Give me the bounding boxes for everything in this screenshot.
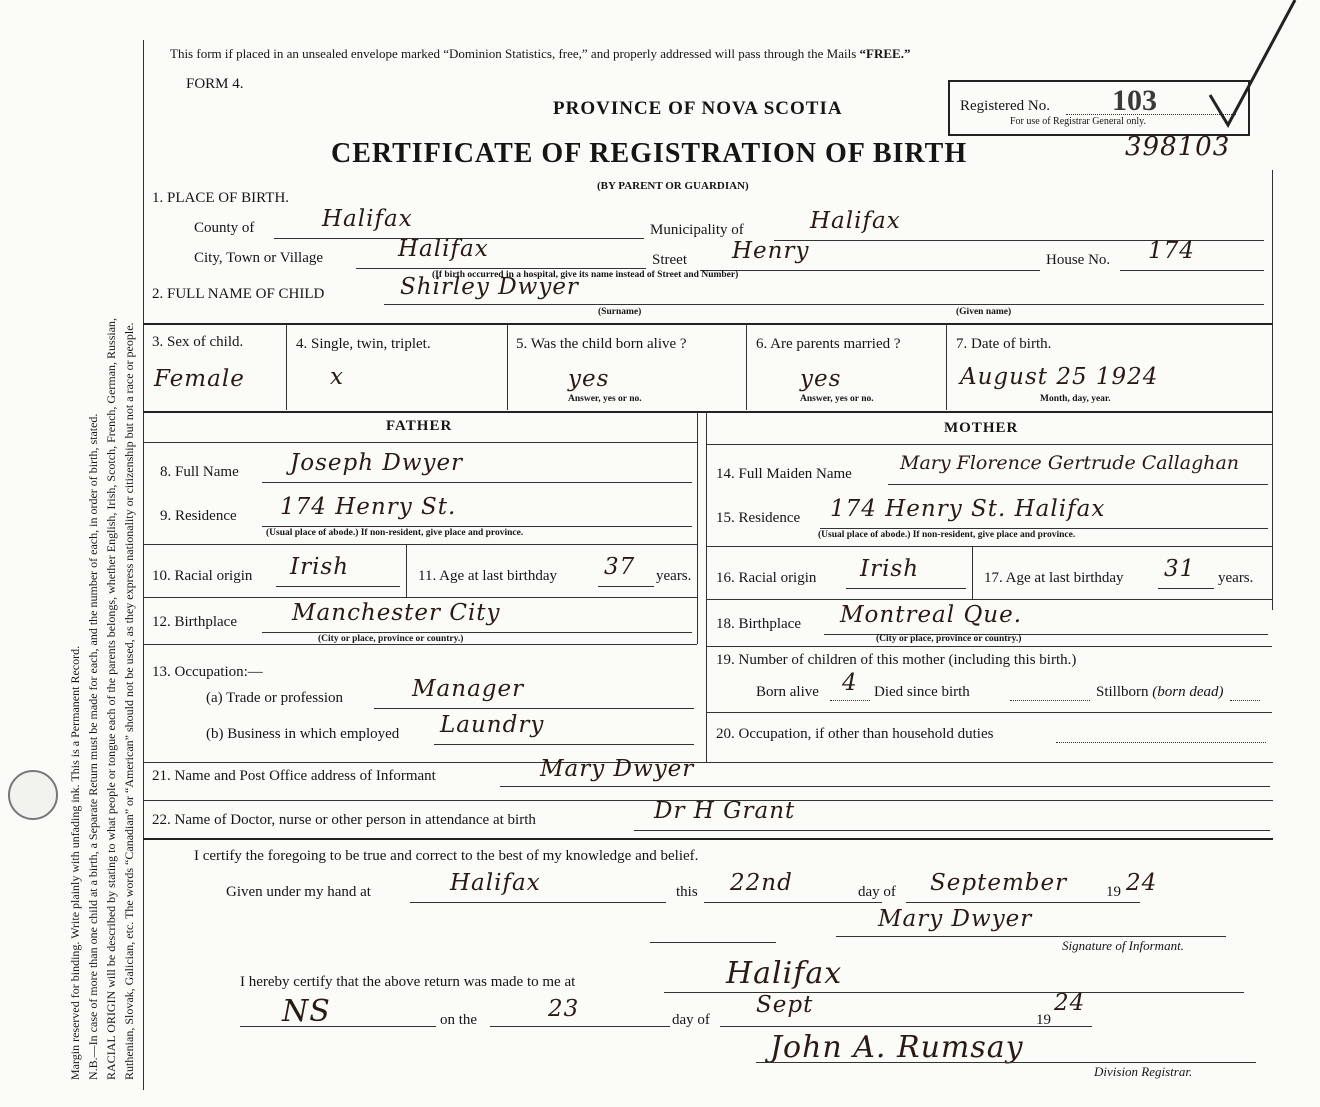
street-value: Henry [732, 238, 810, 264]
row3-divider-4 [946, 324, 947, 410]
registrar-place-value: Halifax [726, 956, 843, 991]
given-name-note: (Given name) [956, 307, 1012, 317]
registrar-day-line [490, 1026, 670, 1027]
row3-divider-3 [746, 324, 747, 410]
mother-name-label: 14. Full Maiden Name [716, 466, 852, 482]
given-month-value: September [930, 870, 1068, 896]
informant-line [500, 786, 1270, 787]
margin-note-racial-origin-cont: Ruthenian, Slovak, Galician, etc. The words “Canadian” or “American” should not be used, as they express nationality or citizenship but not a race or people. [122, 322, 136, 1080]
parents-center-divider-2 [706, 412, 707, 762]
date-of-birth-value: August 25 1924 [960, 364, 1159, 390]
father-birthplace-label: 12. Birthplace [152, 614, 237, 630]
father-business-label: (b) Business in which employed [206, 726, 400, 742]
child-name-value: Shirley Dwyer [400, 274, 579, 300]
divider-2 [143, 411, 1273, 413]
plurality-label: 4. Single, twin, triplet. [296, 336, 431, 352]
given-day-value: 22nd [730, 870, 793, 896]
form-left-border [143, 40, 144, 1090]
mother-died-label: Died since birth [874, 684, 970, 700]
father-residence-line [262, 526, 692, 527]
divider-5 [143, 838, 1273, 840]
father-age-label: 11. Age at last birthday [418, 568, 557, 584]
informant-signature: Mary Dwyer [878, 906, 1033, 932]
mother-section-line-4 [706, 712, 1272, 713]
given-day-line [704, 902, 882, 903]
father-name-value: Joseph Dwyer [290, 450, 464, 476]
mother-racial-label: 16. Racial origin [716, 570, 817, 586]
father-residence-value: 174 Henry St. [280, 494, 457, 520]
parents-married-value: yes [800, 366, 842, 392]
registrar-day-value: 23 [548, 996, 580, 1022]
surname-note: (Surname) [598, 307, 642, 317]
margin-note-racial-origin: RACIAL ORIGIN will be described by stating to what people or tongue each of the parents belongs, whether English, Irish, Scotch, French, German, Russian, [104, 317, 118, 1080]
father-header-line [143, 442, 697, 443]
father-header: FATHER [386, 418, 453, 434]
house-no-value: 174 [1148, 238, 1195, 264]
row3-divider-1 [286, 324, 287, 410]
mother-racial-line [846, 588, 966, 589]
informant-value: Mary Dwyer [540, 756, 695, 782]
mother-birthplace-label: 18. Birthplace [716, 616, 801, 632]
given-place-line [410, 902, 666, 903]
mother-section-line-2 [706, 599, 1272, 600]
registered-no-label: Registered No. [960, 98, 1050, 114]
mother-children-label: 19. Number of children of this mother (including this birth.) [716, 652, 1077, 668]
father-residence-label: 9. Residence [160, 508, 237, 524]
corner-check-mark [1200, 0, 1300, 130]
mother-born-alive-line [830, 700, 870, 701]
date-of-birth-label: 7. Date of birth. [956, 336, 1052, 352]
registered-no-handwritten: 398103 [1125, 132, 1231, 162]
mother-residence-value: 174 Henry St. Halifax [830, 496, 1106, 522]
municipality-value: Halifax [810, 208, 901, 234]
registrar-year-prefix: 19 [1036, 1012, 1051, 1028]
father-racial-line [276, 586, 400, 587]
registrar-statement: I hereby certify that the above return was made to me at [240, 974, 576, 990]
father-birthplace-line [262, 632, 692, 633]
mother-residence-note: (Usual place of abode.) If non-resident, give place and province. [818, 530, 1076, 540]
father-occupation-label: 13. Occupation:— [152, 664, 263, 680]
mother-name-line [888, 484, 1268, 485]
doctor-label: 22. Name of Doctor, nurse or other person in attendance at birth [152, 812, 536, 828]
father-age-value: 37 [604, 554, 636, 580]
street-label: Street [652, 252, 687, 268]
punch-hole [8, 770, 58, 820]
father-trade-value: Manager [412, 676, 525, 702]
registrar-prefix-line [240, 1026, 436, 1027]
given-year-prefix: 19 [1106, 884, 1121, 900]
mother-born-alive-label: Born alive [756, 684, 819, 700]
born-alive-value: yes [568, 366, 610, 392]
given-day-of-label: day of [858, 884, 896, 900]
parents-married-label: 6. Are parents married ? [756, 336, 901, 352]
father-residence-note: (Usual place of abode.) If non-resident, give place and province. [266, 528, 524, 538]
born-alive-note: Answer, yes or no. [568, 394, 642, 404]
father-name-line [262, 482, 692, 483]
mother-age-value: 31 [1164, 556, 1196, 582]
father-section-line-3 [143, 644, 697, 645]
county-value: Halifax [322, 206, 413, 232]
father-years-label: years. [656, 568, 692, 584]
father-birthplace-note: (City or place, province or country.) [318, 634, 464, 644]
father-section-line-2 [143, 597, 697, 598]
father-business-value: Laundry [440, 712, 545, 738]
mother-birthplace-note: (City or place, province or country.) [876, 634, 1022, 644]
registrar-year-value: 24 [1054, 990, 1086, 1016]
plurality-value: x [330, 364, 344, 390]
given-year-value: 24 [1126, 870, 1158, 896]
mother-born-alive-value: 4 [842, 670, 858, 696]
mother-name-value: Mary Florence Gertrude Callaghan [900, 452, 1240, 474]
margin-note-multiple-birth: N.B.—In case of more than one child at a birth, a Separate Return must be made for each, and the number of each, in order of birth, stated. [86, 413, 100, 1080]
informant-signature-label: Signature of Informant. [1062, 938, 1184, 953]
father-racial-divider [406, 545, 407, 597]
mother-residence-line [820, 528, 1268, 529]
father-racial-value: Irish [290, 554, 350, 580]
date-of-birth-note: Month, day, year. [1040, 394, 1111, 404]
given-place-value: Halifax [450, 870, 541, 896]
parents-center-divider [697, 412, 698, 644]
mother-occupation-line [1056, 742, 1266, 743]
county-label: County of [194, 220, 255, 236]
mother-occupation-label: 20. Occupation, if other than household duties [716, 726, 994, 742]
city-label: City, Town or Village [194, 250, 324, 266]
informant-signature-line [836, 936, 1226, 937]
father-trade-label: (a) Trade or profession [206, 690, 344, 706]
mother-header: MOTHER [944, 420, 1019, 436]
registered-no-note: For use of Registrar General only. [1010, 116, 1146, 127]
divider-1 [143, 323, 1273, 325]
father-business-line [434, 744, 694, 745]
mother-age-label: 17. Age at last birthday [984, 570, 1124, 586]
province-heading: PROVINCE OF NOVA SCOTIA [553, 98, 843, 119]
mother-age-line [1158, 588, 1214, 589]
mother-stillborn-label: Stillborn (born dead) [1096, 684, 1224, 700]
child-name-line [384, 304, 1264, 305]
doctor-line [634, 830, 1270, 831]
mother-birthplace-value: Montreal Que. [840, 602, 1023, 628]
mail-notice: This form if placed in an unsealed envelope marked “Dominion Statistics, free,” and properly addressed will pass through the Mails “FREE.” [170, 46, 911, 61]
mother-section-line-3 [706, 646, 1272, 647]
registrar-on-the-label: on the [440, 1012, 478, 1028]
informant-label: 21. Name and Post Office address of Informant [152, 768, 436, 784]
mother-racial-value: Irish [860, 556, 920, 582]
certificate-subtitle: (BY PARENT OR GUARDIAN) [597, 180, 749, 192]
municipality-label: Municipality of [650, 222, 744, 238]
mother-section-line-1 [706, 546, 1272, 547]
form-right-border [1272, 170, 1273, 610]
house-no-line [1120, 270, 1264, 271]
parents-married-note: Answer, yes or no. [800, 394, 874, 404]
mother-years-label: years. [1218, 570, 1254, 586]
certificate-title: CERTIFICATE OF REGISTRATION OF BIRTH [331, 138, 968, 169]
given-under-label: Given under my hand at [226, 884, 371, 900]
mother-residence-label: 15. Residence [716, 510, 801, 526]
registrar-signature-label: Division Registrar. [1094, 1064, 1193, 1079]
doctor-value: Dr H Grant [654, 798, 796, 824]
city-line [356, 268, 646, 269]
house-no-label: House No. [1046, 252, 1111, 268]
mother-died-line [1010, 700, 1090, 701]
registrar-signature: John A. Rumsay [770, 1030, 1024, 1065]
margin-note-binding: Margin reserved for binding. Write plainly with unfading ink. This is a Permanent Record. [68, 645, 82, 1080]
father-section-line-1 [143, 544, 697, 545]
given-month-line [906, 902, 1140, 903]
father-age-line [598, 586, 654, 587]
row3-divider-2 [507, 324, 508, 410]
hospital-note: (If birth occurred in a hospital, give its name instead of Street and Number) [432, 270, 739, 280]
father-racial-label: 10. Racial origin [152, 568, 253, 584]
divider-3 [143, 762, 1273, 763]
sex-value: Female [154, 366, 245, 392]
sex-label: 3. Sex of child. [152, 334, 244, 350]
registrar-day-of-label: day of [672, 1012, 710, 1028]
given-this-label: this [676, 884, 698, 900]
registrar-signature-line [756, 1062, 1256, 1063]
child-name-label: 2. FULL NAME OF CHILD [152, 286, 325, 302]
form-number: FORM 4. [186, 76, 244, 92]
registrar-month-value: Sept [756, 992, 814, 1018]
street-line [700, 270, 1040, 271]
mother-header-line [706, 444, 1272, 445]
father-birthplace-value: Manchester City [292, 600, 501, 626]
certify-statement: I certify the foregoing to be true and correct to the best of my knowledge and belief. [194, 848, 699, 864]
father-name-label: 8. Full Name [160, 464, 239, 480]
father-trade-line [374, 708, 694, 709]
place-of-birth-label: 1. PLACE OF BIRTH. [152, 190, 290, 206]
born-alive-label: 5. Was the child born alive ? [516, 336, 687, 352]
mother-racial-divider [972, 547, 973, 599]
short-rule [650, 942, 776, 943]
city-value: Halifax [398, 236, 489, 262]
registered-no-stamp: 103 [1112, 84, 1157, 117]
registrar-place-line [664, 992, 1244, 993]
mother-stillborn-line [1230, 700, 1260, 701]
registrar-prefix-value: NS [282, 994, 331, 1029]
